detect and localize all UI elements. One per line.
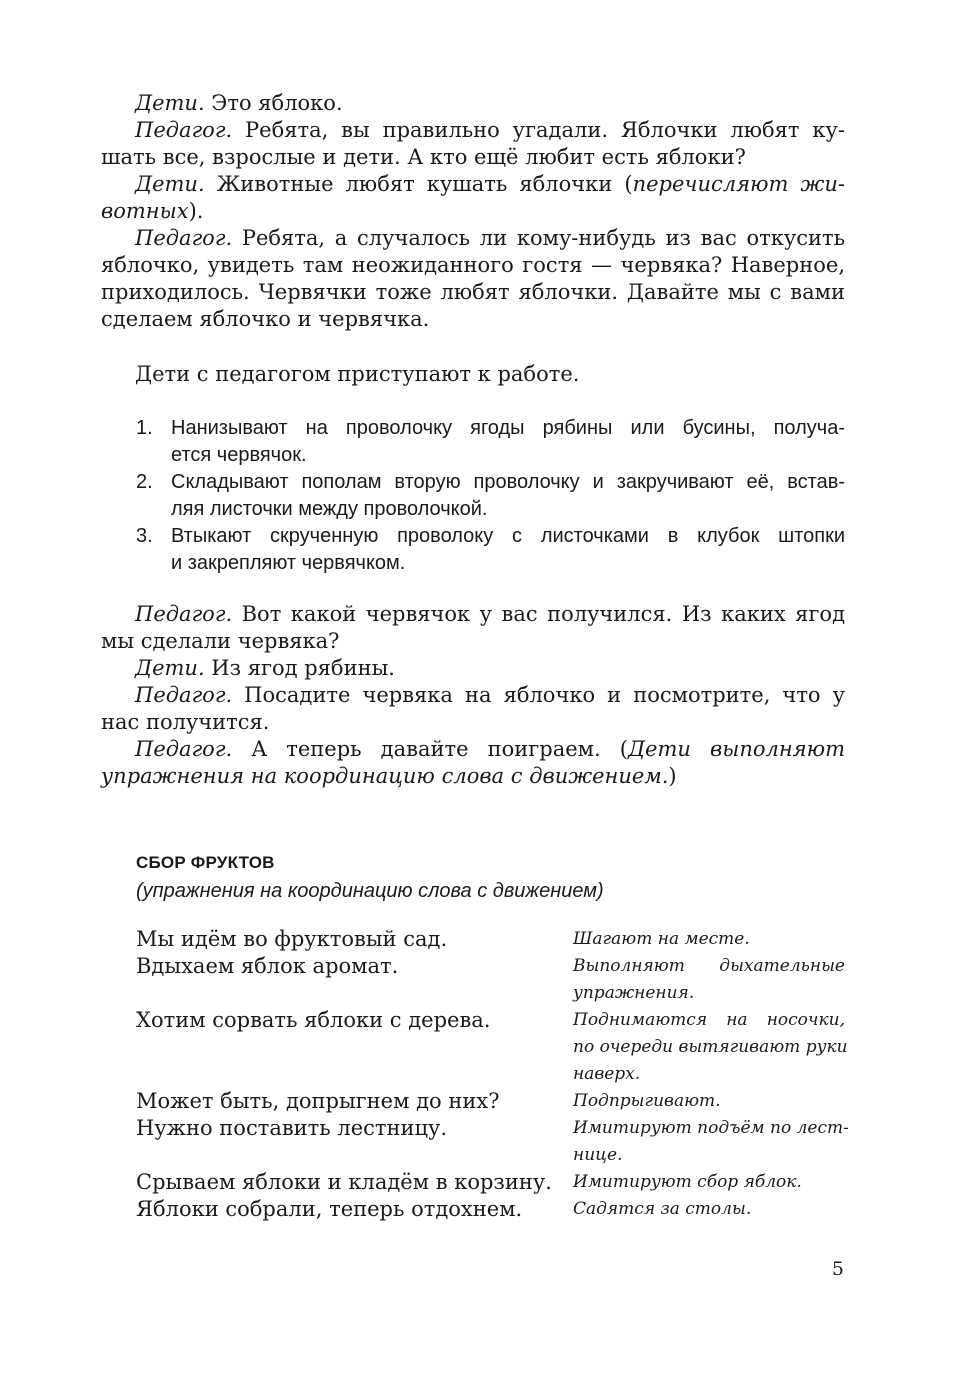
action-line: нице. (573, 1145, 623, 1165)
action-line: Садятся за столы. (573, 1199, 752, 1219)
speaker-label: Дети. (135, 656, 205, 680)
dialogue-paragraph (101, 601, 845, 655)
action-line: наверх. (573, 1064, 641, 1084)
dialogue-paragraph (101, 736, 845, 790)
verse-action (573, 1115, 849, 1169)
action-line: Выполняют дыхательные (573, 956, 845, 976)
dialogue-paragraph (101, 655, 845, 682)
verse-line: Яблоки собрали, теперь отдохнем. (136, 1197, 523, 1221)
text-segment: яблочко, увидеть там неожиданного гостя — червяка? Наверное, (101, 253, 845, 277)
text-line (101, 682, 845, 709)
text-line (101, 306, 845, 333)
list-line (136, 415, 845, 442)
speaker-label: Педагог. (135, 737, 233, 761)
dialogue-paragraph (101, 682, 845, 736)
verse-action (573, 953, 845, 1007)
dialogue-paragraph (101, 117, 845, 171)
speaker-label: Педагог. (135, 683, 233, 707)
text-segment: сделаем яблочко и червячка. (101, 307, 430, 331)
text-segment: ). (188, 199, 204, 223)
text-segment: Ребята, вы правильно угадали. Яблочки любят ку- (232, 118, 845, 142)
text-line (101, 144, 845, 171)
list-text: Нанизывают на проволочку ягоды рябины или бусины, получа- (171, 417, 845, 439)
text-line (101, 171, 845, 198)
text-segment: Это яблоко. (204, 91, 343, 115)
action-line: Имитируют подъём по лест- (573, 1118, 849, 1138)
page-number: 5 (831, 1258, 844, 1280)
dialogue-paragraph (101, 171, 845, 225)
action-line: Шагают на месте. (573, 929, 750, 949)
text-line (101, 198, 845, 225)
speaker-label: Дети. (135, 172, 205, 196)
list-line: и закрепляют червячком. (171, 552, 406, 574)
text-segment: Ребята, а случалось ли кому-нибудь из вас откусить (232, 226, 845, 250)
action-line: Подпрыгивают. (573, 1091, 721, 1111)
dialogue-top (101, 90, 845, 333)
text-segment: .) (661, 764, 677, 788)
list-item (136, 469, 845, 523)
text-line (101, 117, 845, 144)
verse-line: Срываем яблоки и кладём в корзину. (136, 1170, 552, 1194)
text-line (101, 601, 845, 628)
action-line: Имитируют сбор яблок. (573, 1172, 802, 1192)
action-line: упражнения. (573, 983, 695, 1003)
action-line: по очереди вытягивают руки (573, 1037, 848, 1057)
text-line (101, 279, 845, 306)
text-line (101, 90, 845, 117)
text-segment: приходилось. Червячки тоже любят яблочки. Давайте мы с вами (101, 280, 845, 304)
text-segment: упражнения на координацию слова с движением (101, 764, 662, 788)
list-text: Складывают пополам вторую проволочку и закручивают её, встав- (171, 471, 845, 493)
speaker-label: Дети. (135, 91, 205, 115)
list-item (136, 523, 845, 577)
verse-action (573, 1169, 845, 1196)
list-line: ляя листочки между проволочкой. (171, 498, 488, 520)
text-line (101, 763, 845, 790)
verse-action (573, 926, 845, 953)
text-segment: перечисляют жи- (632, 172, 845, 196)
text-segment: Вот какой червячок у вас получился. Из каких ягод (232, 602, 845, 626)
list-number: 1. (136, 417, 153, 439)
verse-line: Нужно поставить лестницу. (136, 1116, 448, 1140)
verse-action (573, 1088, 845, 1115)
text-line (101, 252, 845, 279)
text-line (101, 225, 845, 252)
speaker-label: Педагог. (135, 226, 233, 250)
list-item (136, 415, 845, 469)
text-segment: Животные любят кушать яблочки (204, 172, 625, 196)
list-text: Втыкают скрученную проволоку с листочками в клубок штопки (171, 525, 845, 547)
text-segment: Дети выполняют (627, 737, 845, 761)
section-subtitle: (упражнения на координацию слова с движением) (136, 880, 604, 902)
text-segment: А теперь давайте поиграем. (232, 737, 620, 761)
text-line (101, 709, 845, 736)
text-segment: нас получится. (101, 710, 270, 734)
list-line (136, 469, 845, 496)
list-number: 3. (136, 525, 153, 547)
text-segment: мы сделали червяка? (101, 629, 340, 653)
text-line (101, 736, 845, 763)
dialogue-bottom (101, 601, 845, 790)
text-segment: шать все, взрослые и дети. А кто ещё любит есть яблоки? (101, 145, 746, 169)
action-line: Поднимаются на носочки, (573, 1010, 845, 1030)
list-line (136, 523, 845, 550)
verse-line: Может быть, допрыгнем до них? (136, 1089, 500, 1113)
verse-line: Хотим сорвать яблоки с дерева. (136, 1008, 491, 1032)
dialogue-paragraph (101, 225, 845, 333)
intro-paragraph (101, 361, 845, 388)
text-line (101, 628, 845, 655)
verse-action (573, 1007, 848, 1088)
text-segment: вотных (101, 199, 189, 223)
text-segment: Посадите червяка на яблочко и посмотрите, что у (232, 683, 845, 707)
text-segment: Из ягод рябины. (204, 656, 395, 680)
steps-list (136, 415, 845, 577)
verse-action (573, 1196, 845, 1223)
text-line (101, 655, 845, 682)
speaker-label: Педагог. (135, 118, 233, 142)
dialogue-paragraph (101, 90, 845, 117)
intro-sentence: Дети с педагогом приступают к работе. (135, 362, 580, 386)
text-segment: ( (624, 172, 633, 196)
section-title: СБОР ФРУКТОВ (136, 853, 275, 872)
speaker-label: Педагог. (135, 602, 233, 626)
list-number: 2. (136, 471, 153, 493)
verse-line: Мы идём во фруктовый сад. (136, 927, 448, 951)
verse-line: Вдыхаем яблок аромат. (136, 954, 399, 978)
text-segment: ( (619, 737, 628, 761)
list-line: ется червячок. (171, 444, 307, 466)
